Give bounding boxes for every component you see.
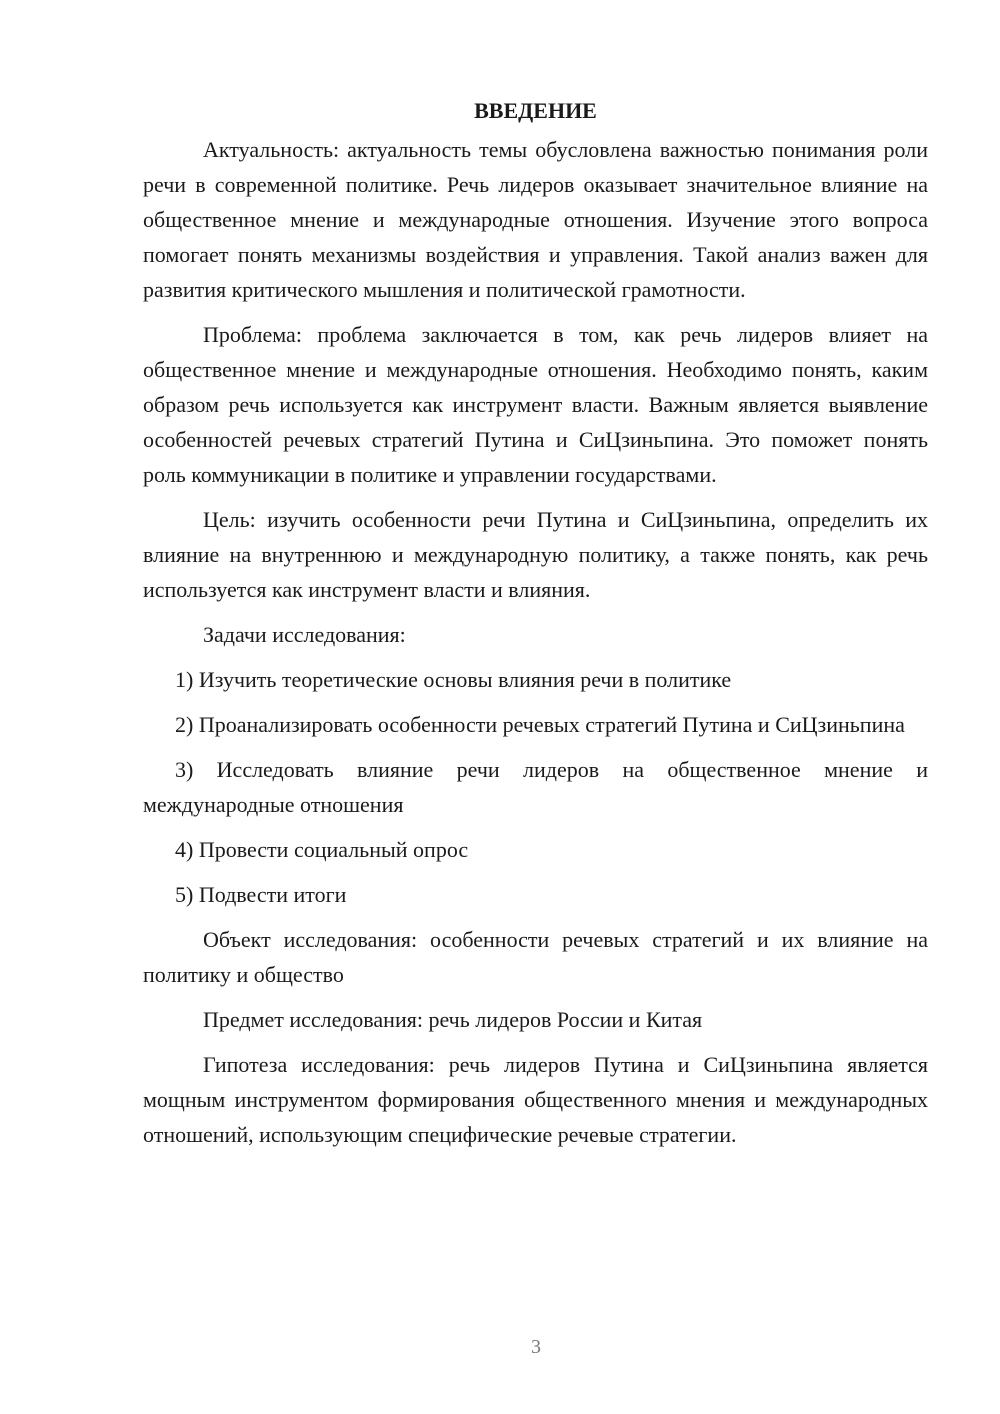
paragraph-hypothesis: Гипотеза исследования: речь лидеров Путина и СиЦзиньпина является мощным инструментом формирования общественного мнения и международных отношений, использующим специфические речевые стратегии. <box>143 1052 928 1147</box>
page-content <box>143 96 928 1162</box>
task-item-1: 1) Изучить теоретические основы влияния речи в политике <box>175 667 732 692</box>
page-number: 3 <box>531 1336 541 1358</box>
paragraph-object: Объект исследования: особенности речевых стратегий и их влияние на политику и общество <box>143 927 928 987</box>
task-item-2: 2) Проанализировать особенности речевых стратегий Путина и СиЦзиньпина <box>175 712 905 737</box>
page-title: ВВЕДЕНИЕ <box>474 98 597 123</box>
task-item-4: 4) Провести социальный опрос <box>175 837 469 862</box>
paragraph-relevance: Актуальность: актуальность темы обусловлена важностью понимания роли речи в современной политике. Речь лидеров оказывает значительное влияние на общественное мнение и международные отношения. Изучение этого вопроса помогает понять механизмы воздействия и управления. Такой анализ важен для развития критического мышления и политической грамотности. <box>143 137 928 302</box>
paragraph-subject: Предмет исследования: речь лидеров России и Китая <box>203 1007 703 1032</box>
paragraph-goal: Цель: изучить особенности речи Путина и СиЦзиньпина, определить их влияние на внутреннюю и международную политику, а также понять, как речь используется как инструмент власти и влияния. <box>143 507 928 602</box>
task-item-5: 5) Подвести итоги <box>175 882 347 907</box>
paragraph-problem: Проблема: проблема заключается в том, как речь лидеров влияет на общественное мнение и международные отношения. Необходимо понять, каким образом речь используется как инструмент власти. Важным является выявление особенностей речевых стратегий Путина и СиЦзиньпина. Это поможет понять роль коммуникации в политике и управлении государствами. <box>143 322 928 487</box>
paragraph-tasks-heading: Задачи исследования: <box>203 622 406 647</box>
task-item-3: 3) Исследовать влияние речи лидеров на общественное мнение и международные отношения <box>143 757 928 817</box>
